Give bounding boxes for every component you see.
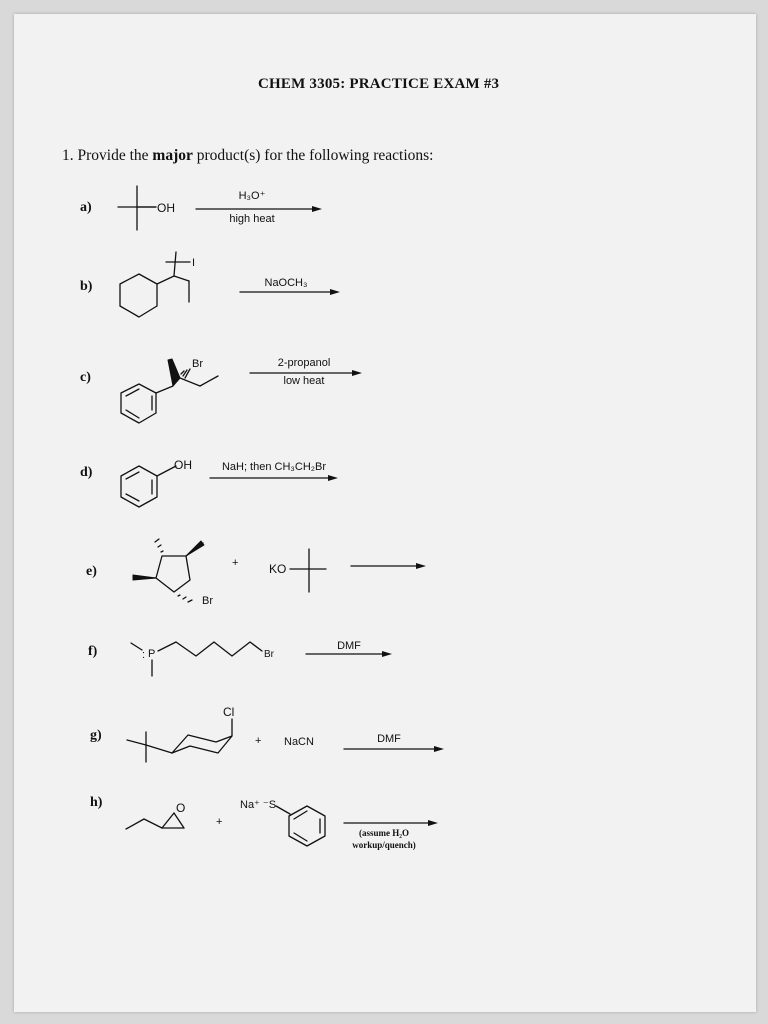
reagent-c-bottom: low heat bbox=[283, 375, 325, 387]
plus-e: + bbox=[232, 557, 239, 569]
atom-f-phosphorus: P bbox=[148, 648, 156, 660]
structure-g-chair-chloride bbox=[127, 719, 232, 762]
co-reagent-h: Na⁺ ⁻S bbox=[240, 799, 277, 811]
structure-b-cyclohexyl-iodide bbox=[120, 252, 190, 317]
reagent-c-top: 2-propanol bbox=[277, 357, 331, 369]
structure-h-epoxide bbox=[126, 813, 184, 829]
atom-g-chlorine: Cl bbox=[223, 705, 235, 719]
atom-b-iodine: I bbox=[192, 257, 196, 269]
reagent-b-top: NaOCH₃ bbox=[264, 277, 308, 289]
part-c-label: c) bbox=[80, 370, 91, 385]
atom-c-bromine: Br bbox=[192, 358, 203, 370]
plus-g: + bbox=[255, 735, 262, 747]
part-e-label: e) bbox=[86, 564, 97, 579]
atom-f-bromine: Br bbox=[264, 649, 274, 660]
co-reagent-e: KO bbox=[269, 562, 287, 576]
part-h-label: h) bbox=[90, 795, 103, 810]
structure-h-thiophenolate bbox=[276, 806, 325, 846]
part-g-label: g) bbox=[90, 728, 102, 743]
prompt-end: product(s) for the following reactions: bbox=[196, 147, 434, 164]
plus-h: + bbox=[216, 816, 223, 828]
co-reagent-g: NaCN bbox=[284, 736, 314, 748]
atom-e-bromine: Br bbox=[202, 595, 213, 607]
prompt-emphasis: major bbox=[152, 147, 193, 164]
reagent-d-top: NaH; then CH₃CH₂Br bbox=[221, 461, 327, 473]
reagent-a-top: H₃O⁺ bbox=[238, 190, 266, 202]
part-b-label: b) bbox=[80, 279, 93, 294]
structure-d-benzyl-alcohol bbox=[121, 466, 176, 507]
reagent-f-top: DMF bbox=[337, 640, 361, 652]
structure-a-tert-butanol bbox=[118, 186, 156, 230]
exam-title: CHEM 3305: PRACTICE EXAM #3 bbox=[258, 76, 500, 92]
atom-h-oxygen: O bbox=[176, 801, 186, 815]
part-f-label: f) bbox=[88, 644, 98, 659]
part-a-label: a) bbox=[80, 200, 92, 215]
reagent-g-top: DMF bbox=[377, 733, 401, 745]
part-d-label: d) bbox=[80, 465, 93, 480]
reagent-h-note: (assume H₂O workup/quench) bbox=[352, 828, 416, 850]
svg-text::: : bbox=[142, 649, 146, 661]
atom-a-oh: OH bbox=[157, 201, 175, 215]
question-number: 1. bbox=[62, 147, 74, 164]
atom-d-oh: OH bbox=[174, 458, 192, 472]
prompt-start: Provide the bbox=[77, 147, 149, 164]
reagent-a-bottom: high heat bbox=[229, 213, 275, 225]
structure-c-benzylic-bromide bbox=[121, 369, 218, 423]
structure-e-tert-butoxide bbox=[290, 549, 326, 592]
